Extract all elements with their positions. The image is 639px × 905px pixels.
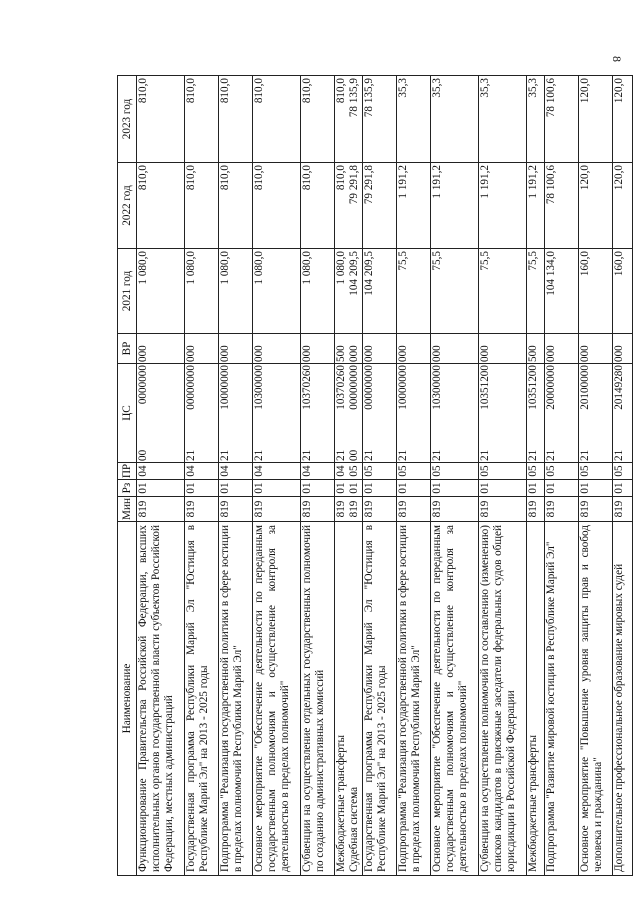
row-pr: 05	[579, 463, 613, 480]
row-pr: 05	[613, 463, 633, 480]
row-rz: 01	[579, 480, 613, 497]
row-name: Дополнительное профессиональное образование мировых судей	[613, 522, 633, 876]
row-pr: 05	[527, 463, 545, 480]
row-name: Подпрограмма "Развитие мировой юстиции в Республике Марий Эл"	[545, 522, 579, 876]
row-cs: 21 00000000	[185, 364, 219, 463]
row-rz: 01	[137, 480, 185, 497]
row-2022: 810,0	[301, 163, 335, 249]
page-number: 8	[610, 56, 624, 62]
row-2021: 75,5	[527, 249, 545, 334]
header-min: Мин	[118, 497, 137, 522]
table-row	[335, 76, 363, 876]
row-min: 819 819	[335, 497, 363, 522]
row-cs: 21 10000000	[397, 364, 431, 463]
row-vr: 000	[479, 334, 527, 364]
row-rz: 01 01	[335, 480, 363, 497]
row-2023: 78 100,6	[545, 76, 579, 163]
row-vr: 000	[253, 334, 301, 364]
row-2021: 160,0	[613, 249, 633, 334]
row-vr: 000	[613, 334, 633, 364]
row-2023: 35,3	[527, 76, 545, 163]
row-rz: 01	[613, 480, 633, 497]
row-name: Государственная программа Республики Марий Эл "Юстиция в Республике Марий Эл" на 2013 - 2025 годы	[185, 522, 219, 876]
row-cs: 21 20149280	[613, 364, 633, 463]
row-min: 819	[431, 497, 479, 522]
rotated-page-content	[117, 76, 625, 876]
row-rz: 01	[479, 480, 527, 497]
row-vr: 500 000	[335, 334, 363, 364]
row-name: Основное мероприятие "Повышение уровня защиты прав и свобод человека и гражданина"	[579, 522, 613, 876]
row-pr: 05	[363, 463, 397, 480]
header-vr: ВР	[118, 334, 137, 364]
row-vr: 000	[301, 334, 335, 364]
header-2022: 2022 год	[118, 163, 137, 249]
row-pr: 04	[219, 463, 253, 480]
row-2022: 1 191,2	[431, 163, 479, 249]
table-row	[397, 76, 431, 876]
row-name: Субвенции на осуществление полномочий по составлению (изменению) списков кандидатов в присяжные заседатели федеральных судов общей юрисдикции в Российской Федерации	[479, 522, 527, 876]
row-name: Основное мероприятие "Обеспечение деятельности по переданным государственным полномочиям и осуществление контроля за деятельностью в пределах полномочий"	[431, 522, 479, 876]
row-min: 819	[579, 497, 613, 522]
row-vr: 000	[579, 334, 613, 364]
row-2023: 810,0	[219, 76, 253, 163]
row-2022: 810,0	[253, 163, 301, 249]
table-header-row	[118, 76, 137, 876]
row-pr: 05	[431, 463, 479, 480]
table-row	[579, 76, 613, 876]
row-name: Подпрограмма "Реализация государственной политики в сфере юстиции в пределах полномочий Республики Марий Эл"	[397, 522, 431, 876]
table-row	[301, 76, 335, 876]
row-2023: 78 135,9	[363, 76, 397, 163]
row-pr: 04	[301, 463, 335, 480]
row-cs: 21 10351200	[479, 364, 527, 463]
header-cs: ЦС	[118, 364, 137, 463]
table-row	[545, 76, 579, 876]
row-min: 819	[479, 497, 527, 522]
header-2023: 2023 год	[118, 76, 137, 163]
row-2022: 810,0	[219, 163, 253, 249]
row-name: Функционирование Правительства Российской Федерации, высших исполнительных органов государственной власти субъектов Российской Федерации, местных администраций	[137, 522, 185, 876]
table-row	[613, 76, 633, 876]
row-2021: 1 080,0	[253, 249, 301, 334]
row-cs: 21 20100000	[579, 364, 613, 463]
row-2021: 1 080,0	[301, 249, 335, 334]
row-name: Государственная программа Республики Марий Эл "Юстиция в Республике Марий Эл" на 2013 - 2025 годы	[363, 522, 397, 876]
row-pr: 05	[545, 463, 579, 480]
row-min: 819	[185, 497, 219, 522]
row-2022: 79 291,8	[363, 163, 397, 249]
row-vr: 000	[545, 334, 579, 364]
row-pr: 05	[479, 463, 527, 480]
row-name: Межбюджетные трансферты	[527, 522, 545, 876]
table-row	[431, 76, 479, 876]
table-row	[363, 76, 397, 876]
table-row	[527, 76, 545, 876]
row-pr: 04	[185, 463, 219, 480]
row-rz: 01	[431, 480, 479, 497]
table-row	[253, 76, 301, 876]
header-name: Наименование	[118, 522, 137, 876]
row-2021: 1 080,0	[185, 249, 219, 334]
row-cs: 21 10300000	[253, 364, 301, 463]
row-2022: 120,0	[613, 163, 633, 249]
row-2021: 75,5	[479, 249, 527, 334]
row-rz: 01	[545, 480, 579, 497]
row-rz: 01	[219, 480, 253, 497]
row-min: 819	[527, 497, 545, 522]
row-name: Подпрограмма "Реализация государственной политики в сфере юстиции в пределах полномочий Республики Марий Эл"	[219, 522, 253, 876]
table-row	[479, 76, 527, 876]
row-2021: 1 080,0 104 209,5	[335, 249, 363, 334]
row-2022: 120,0	[579, 163, 613, 249]
row-rz: 01	[301, 480, 335, 497]
row-2023: 120,0	[579, 76, 613, 163]
row-vr: 000	[185, 334, 219, 364]
header-rz: Рз	[118, 480, 137, 497]
row-2022: 810,0 79 291,8	[335, 163, 363, 249]
table-row	[137, 76, 185, 876]
row-2023: 35,3	[397, 76, 431, 163]
row-rz: 01	[397, 480, 431, 497]
header-2021: 2021 год	[118, 249, 137, 334]
row-2023: 810,0	[185, 76, 219, 163]
row-2022: 1 191,2	[527, 163, 545, 249]
row-min: 819	[613, 497, 633, 522]
row-rz: 01	[363, 480, 397, 497]
row-min: 819	[219, 497, 253, 522]
row-pr: 05	[397, 463, 431, 480]
row-vr: 000	[219, 334, 253, 364]
row-rz: 01	[527, 480, 545, 497]
row-2021: 104 134,0	[545, 249, 579, 334]
row-cs: 00 0000000	[137, 364, 185, 463]
row-2021: 75,5	[397, 249, 431, 334]
table-row	[219, 76, 253, 876]
budget-table	[117, 75, 633, 876]
row-2022: 78 100,6	[545, 163, 579, 249]
row-2023: 810,0	[301, 76, 335, 163]
row-2023: 810,0	[137, 76, 185, 163]
row-cs: 21 10370260 00 00000000	[335, 364, 363, 463]
row-2021: 1 080,0	[219, 249, 253, 334]
row-vr: 000	[431, 334, 479, 364]
row-name: Основное мероприятие "Обеспечение деятельности по переданным государственным полномочиям и осуществление контроля за деятельностью в пределах полномочий"	[253, 522, 301, 876]
row-min: 819	[363, 497, 397, 522]
row-cs: 21 10370260	[301, 364, 335, 463]
row-rz: 01	[253, 480, 301, 497]
row-rz: 01	[185, 480, 219, 497]
row-cs: 21 00000000	[363, 364, 397, 463]
row-pr: 04 05	[335, 463, 363, 480]
row-2023: 120,0	[613, 76, 633, 163]
row-name: Субвенции на осуществление отдельных государственных полномочий по созданию административных комиссий	[301, 522, 335, 876]
row-cs: 21 10351200	[527, 364, 545, 463]
row-2023: 35,3	[431, 76, 479, 163]
row-min: 819	[301, 497, 335, 522]
row-2021: 1 080,0	[137, 249, 185, 334]
row-2023: 35,3	[479, 76, 527, 163]
row-2022: 1 191,2	[397, 163, 431, 249]
row-2022: 1 191,2	[479, 163, 527, 249]
row-cs: 21 10300000	[431, 364, 479, 463]
header-pr: ПР	[118, 463, 137, 480]
row-2023: 810,0	[253, 76, 301, 163]
row-min: 819	[253, 497, 301, 522]
row-min: 819	[397, 497, 431, 522]
row-min: 819	[545, 497, 579, 522]
row-vr: 500	[527, 334, 545, 364]
row-2021: 75,5	[431, 249, 479, 334]
row-pr: 04	[253, 463, 301, 480]
row-min: 819	[137, 497, 185, 522]
row-cs: 21 20000000	[545, 364, 579, 463]
row-2021: 104 209,5	[363, 249, 397, 334]
row-vr: 000	[397, 334, 431, 364]
row-name: Межбюджетные трансферты Судебная система	[335, 522, 363, 876]
row-vr: 000	[137, 334, 185, 364]
row-2022: 810,0	[137, 163, 185, 249]
row-pr: 04	[137, 463, 185, 480]
table-body	[137, 76, 633, 876]
row-vr: 000	[363, 334, 397, 364]
row-2023: 810,0 78 135,9	[335, 76, 363, 163]
row-2022: 810,0	[185, 163, 219, 249]
row-2021: 160,0	[579, 249, 613, 334]
table-row	[185, 76, 219, 876]
row-cs: 21 10000000	[219, 364, 253, 463]
